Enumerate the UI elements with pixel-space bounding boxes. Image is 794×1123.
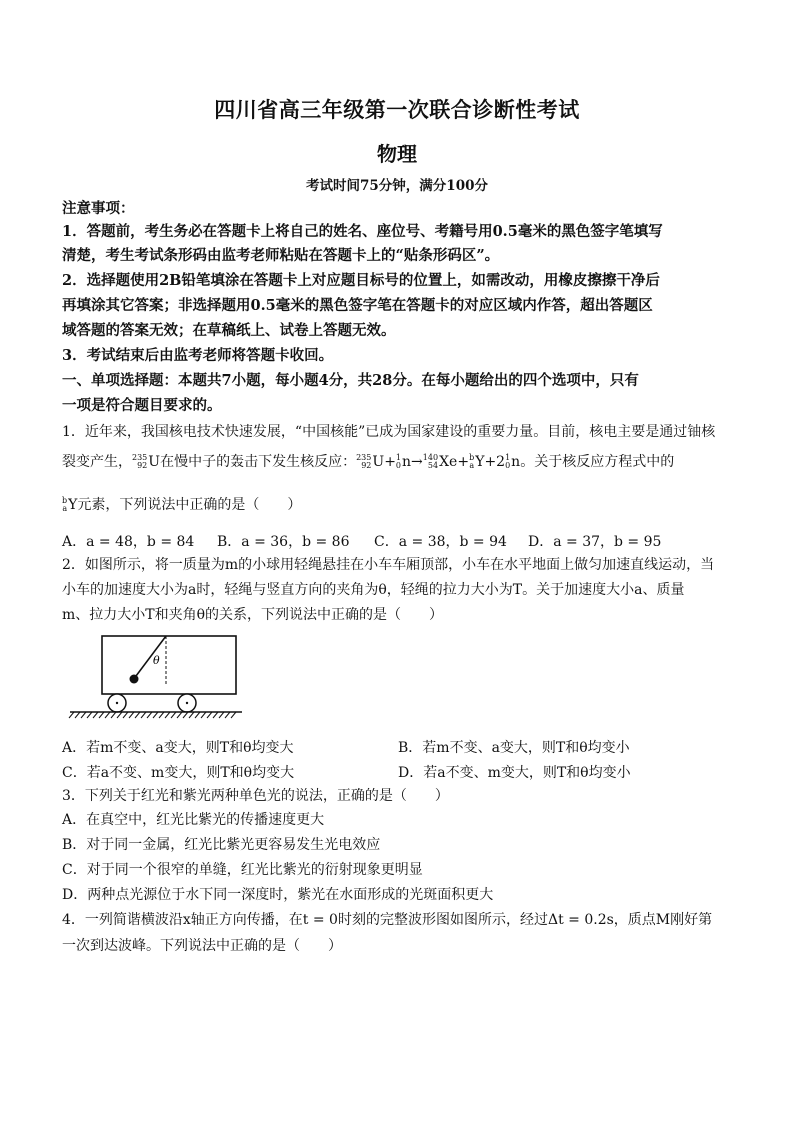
hatch-mark (189, 712, 194, 718)
isotope-n: 1 0 (505, 453, 511, 470)
isotope-y: b a (469, 453, 475, 470)
cart-body (102, 636, 236, 694)
notice-line: 域答题的答案无效；在草稿纸上、试卷上答题无效。 (62, 322, 396, 339)
question-2-text: 小车的加速度大小为a时，轻绳与竖直方向的夹角为θ，轻绳的拉力大小为T。关于加速度大小a、质量 (62, 582, 685, 598)
exam-title: 四川省高三年级第一次联合诊断性考试 (214, 97, 580, 122)
option-b[interactable]: B．若m不变、a变大，则T和θ均变小 (398, 740, 630, 756)
isotope-u: 235 92 (132, 453, 148, 470)
option-c[interactable]: C．对于同一个很窄的单缝，红光比紫光的衍射现象更明显 (62, 862, 423, 878)
option-d[interactable]: D．两种点光源位于水下同一深度时，紫光在水面形成的光斑面积更大 (62, 887, 494, 903)
option-d[interactable]: D．a = 37，b = 95 (528, 534, 662, 550)
hatch-mark (201, 712, 206, 718)
hatch-mark (153, 712, 158, 718)
ground-hatching (69, 712, 236, 718)
hatch-mark (99, 712, 104, 718)
question-3-text: 3．下列关于红光和紫光两种单色光的说法，正确的是（ ） (62, 788, 449, 804)
hatch-mark (147, 712, 152, 718)
option-d[interactable]: D．若a不变、m变大，则T和θ均变小 (398, 765, 631, 781)
hatch-mark (231, 712, 236, 718)
hatch-mark (135, 712, 140, 718)
notice-line: 1．答题前，考生务必在答题卡上将自己的姓名、座位号、考籍号用0.5毫米的黑色签字笔填写 (62, 223, 663, 240)
option-b[interactable]: B．对于同一金属，红光比紫光更容易发生光电效应 (62, 837, 381, 853)
hatch-mark (93, 712, 98, 718)
isotope-n: 1 0 (395, 453, 402, 470)
question-1-stem-end: b a Y元素，下列说法中正确的是（ ） (62, 496, 302, 513)
q1-text: 裂变产生， (62, 454, 132, 470)
hatch-mark (171, 712, 176, 718)
option-a[interactable]: A．a = 48，b = 84 (62, 534, 195, 550)
angle-label: θ (153, 654, 160, 667)
question-2-text: 2．如图所示，将一质量为m的小球用轻绳悬挂在小车车厢顶部，小车在水平地面上做匀加速直线运动，当 (62, 557, 715, 573)
hatch-mark (207, 712, 212, 718)
exam-info: 考试时间75分钟，满分100分 (306, 178, 488, 194)
option-a[interactable]: A．在真空中，红光比紫光的传播速度更大 (62, 812, 325, 828)
isotope-xe: 140 54 (422, 453, 439, 470)
option-b[interactable]: B．a = 36，b = 86 (217, 534, 350, 550)
hatch-mark (117, 712, 122, 718)
section-heading: 一项是符合题目要求的。 (62, 397, 222, 414)
q1-text: U在慢中子的轰击下发生核反应： (148, 454, 357, 470)
question-4-text: 一次到达波峰。下列说法中正确的是（ ） (62, 938, 342, 954)
hatch-mark (225, 712, 230, 718)
option-c[interactable]: C．a = 38，b = 94 (374, 534, 507, 550)
question-1-text: 1．近年来，我国核电技术快速发展，“中国核能”已成为国家建设的重要力量。目前，核电主要是通过铀核 (62, 424, 716, 440)
isotope-y: b a (62, 496, 68, 513)
notice-line: 再填涂其它答案；非选择题用0.5毫米的黑色签字笔在答题卡的对应区域内作答，超出答题区 (62, 297, 653, 314)
hatch-mark (105, 712, 110, 718)
hatch-mark (177, 712, 182, 718)
notice-line: 2．选择题使用2B铅笔填涂在答题卡上对应题目标号的位置上，如需改动，用橡皮擦擦干净后 (62, 272, 660, 289)
isotope-u: 235 92 (356, 453, 372, 470)
notice-line: 3．考试结束后由监考老师将答题卡收回。 (62, 347, 334, 364)
hatch-mark (81, 712, 86, 718)
hatch-mark (69, 712, 74, 718)
subject-title: 物理 (377, 142, 417, 166)
cart-figure (62, 630, 252, 725)
hatch-mark (111, 712, 116, 718)
question-1-equation-line: 裂变产生， 235 92 U在慢中子的轰击下发生核反应： 235 92 U+ 1 0 n→ 140 54 Xe+ b a Y+2 1 0 n。关于核反应方程式中的 (62, 453, 675, 470)
section-heading: 一、单项选择题：本题共7小题，每小题4分，共28分。在每小题给出的四个选项中，只有 (62, 372, 639, 389)
hatch-mark (141, 712, 146, 718)
hatch-mark (165, 712, 170, 718)
hatch-mark (213, 712, 218, 718)
option-c[interactable]: C．若a不变、m变大，则T和θ均变大 (62, 765, 295, 781)
hatch-mark (123, 712, 128, 718)
hatch-mark (87, 712, 92, 718)
question-4-text: 4．一列简谐横波沿x轴正方向传播，在t = 0时刻的完整波形图如图所示，经过Δt = 0.2s，质点M刚好第 (62, 912, 713, 928)
hatch-mark (219, 712, 224, 718)
option-a[interactable]: A．若m不变、a变大，则T和θ均变大 (62, 740, 294, 756)
hatch-mark (129, 712, 134, 718)
hatch-mark (195, 712, 200, 718)
notice-heading: 注意事项： (62, 200, 135, 217)
hatch-mark (159, 712, 164, 718)
hatch-mark (183, 712, 188, 718)
rope (136, 636, 166, 676)
hatch-mark (75, 712, 80, 718)
notice-line: 清楚，考生考试条形码由监考老师粘贴在答题卡上的“贴条形码区”。 (62, 247, 500, 264)
q1-text: 。关于核反应方程式中的 (520, 454, 675, 470)
question-2-text: m、拉力大小T和夹角θ的关系，下列说法中正确的是（ ） (62, 607, 444, 623)
ball (130, 675, 139, 684)
